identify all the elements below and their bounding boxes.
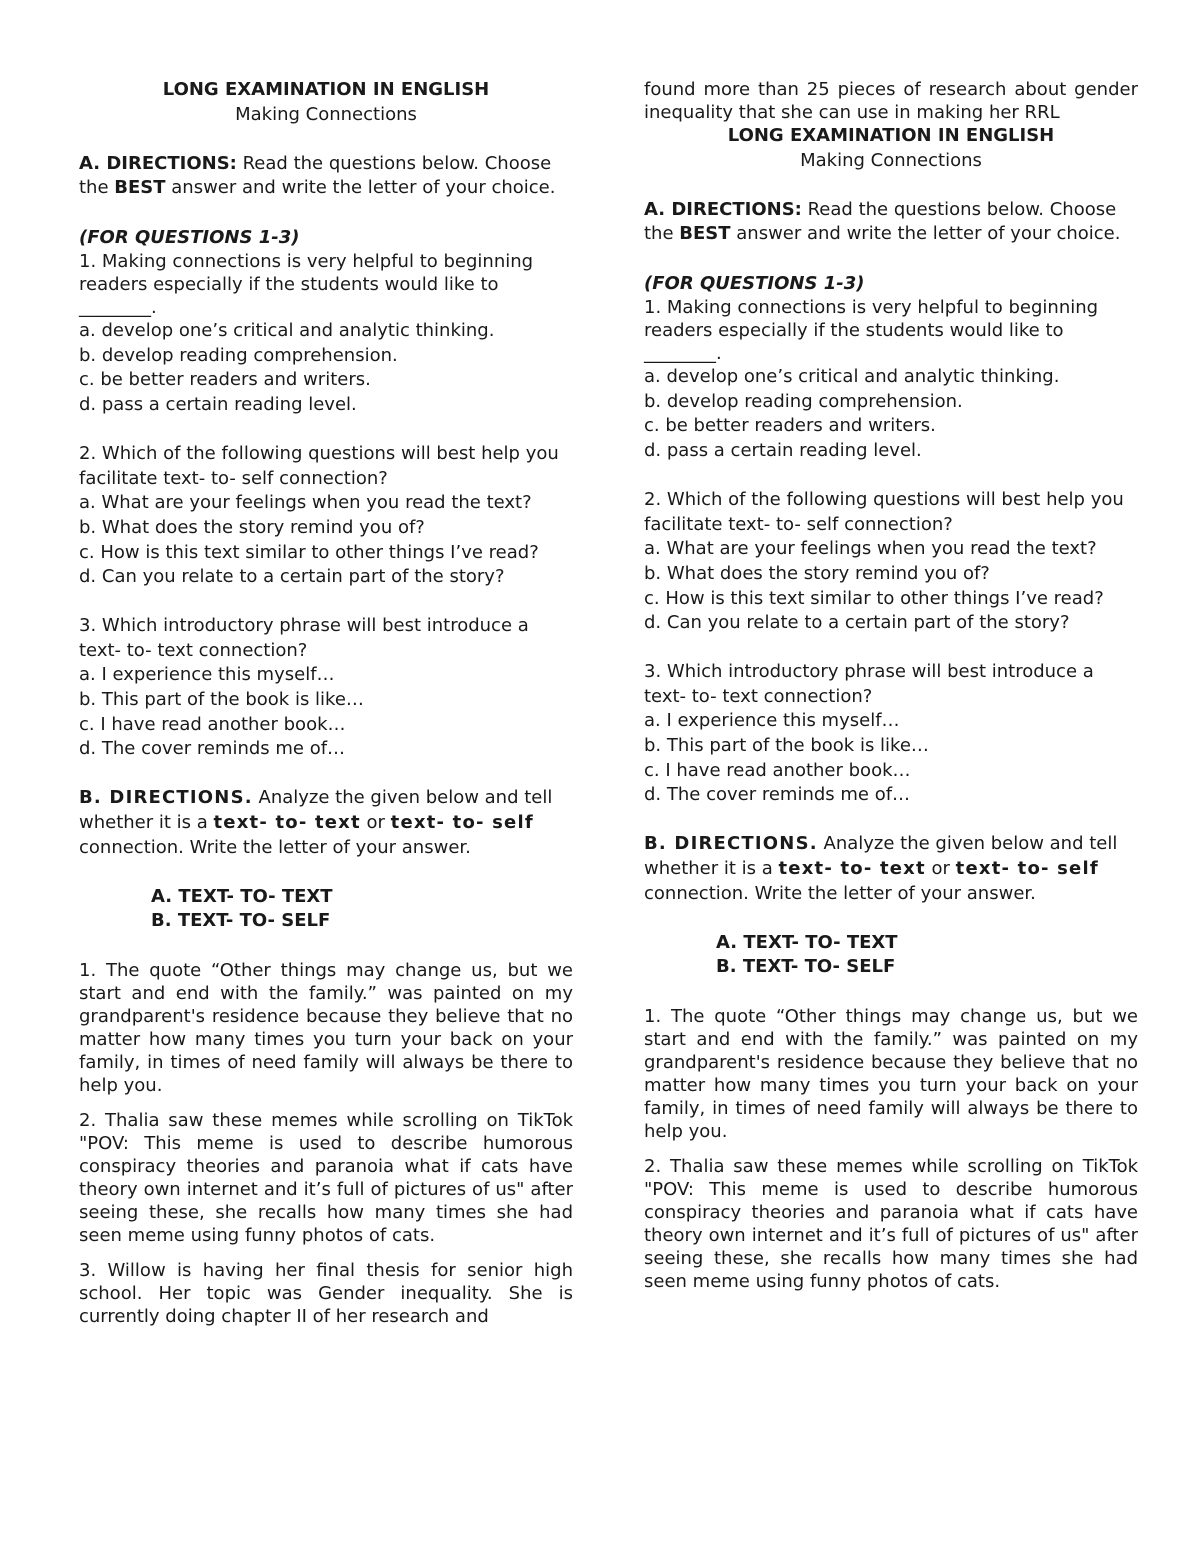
question-3-option-b-repeat: b. This part of the book is like… — [644, 735, 929, 757]
question-3-option-b: b. This part of the book is like… — [79, 689, 364, 711]
question-1-option-b-repeat: b. develop reading comprehension. — [644, 390, 963, 412]
choice-text-to-self: B. TEXT- TO- SELF — [151, 910, 331, 932]
question-1-option-c: c. be better readers and writers. — [79, 369, 371, 391]
question-1-option-a: a. develop one’s critical and analytic thinking. — [79, 320, 495, 342]
part-b-item-2: 2. Thalia saw these memes while scrolling on TikTok "POV: This meme is used to describe humorous conspiracy theories and paranoia what if cats have theory own internet and it’s full of pictures of us" after seeing these, she recalls how many times she had seen meme using funny photos of cats. — [79, 1109, 573, 1246]
part-a-directions: A. DIRECTIONS: Read the questions below. Choose the BEST answer and write the letter of your choice. — [79, 152, 556, 199]
choice-text-to-self-repeat: B. TEXT- TO- SELF — [716, 956, 896, 978]
question-1-option-d-repeat: d. pass a certain reading level. — [644, 439, 922, 461]
part-b-choices — [79, 885, 573, 934]
left-column — [79, 78, 573, 1328]
question-1-option-a-repeat: a. develop one’s critical and analytic thinking. — [644, 366, 1060, 388]
exam-title: LONG EXAMINATION IN ENGLISH — [162, 79, 490, 100]
exam-subtitle: Making Connections — [235, 103, 417, 125]
choice-text-to-text: A. TEXT- TO- TEXT — [151, 885, 333, 907]
question-3-option-c-repeat: c. I have read another book… — [644, 759, 911, 781]
question-2-option-b: b. What does the story remind you of? — [79, 516, 425, 538]
question-group-label: (FOR QUESTIONS 1-3) — [79, 226, 300, 248]
part-b-item-3-start: 3. Willow is having her final thesis for senior high school. Her topic was Gender inequality. She is currently doing chapter II of her research and — [79, 1259, 573, 1327]
exam-title-repeat: LONG EXAMINATION IN ENGLISH — [727, 125, 1055, 146]
question-3-option-d: d. The cover reminds me of… — [79, 738, 346, 760]
part-b-item-1-repeat: 1. The quote “Other things may change us, but we start and end with the family.” was painted on my grandparent's residence because they believe that no matter how many times you turn your back on your family, in times of need family will always be there to help you. — [644, 1005, 1138, 1142]
question-3-stem-repeat: 3. Which introductory phrase will best introduce a text- to- text connection? — [644, 661, 1094, 707]
question-1-stem-repeat: 1. Making connections is very helpful to beginning readers especially if the students would like to ________. — [644, 297, 1099, 365]
question-2-option-d-repeat: d. Can you relate to a certain part of the story? — [644, 612, 1070, 634]
right-column — [644, 78, 1138, 1293]
choice-text-to-text-repeat: A. TEXT- TO- TEXT — [716, 931, 898, 953]
part-a-label: A. DIRECTIONS: — [79, 152, 237, 174]
part-a-directions-repeat: A. DIRECTIONS: Read the questions below. Choose the BEST answer and write the letter of your choice. — [644, 198, 1121, 245]
question-1-option-d: d. pass a certain reading level. — [79, 393, 357, 415]
part-b-directions-repeat: B. DIRECTIONS. Analyze the given below and tell whether it is a text- to- text or text- to- self connection. Write the letter of your answer. — [644, 833, 1118, 904]
part-b-item-2-repeat: 2. Thalia saw these memes while scrolling on TikTok "POV: This meme is used to describe humorous conspiracy theories and paranoia what if cats have theory own internet and it’s full of pictures of us" after seeing these, she recalls how many times she had seen meme using funny photos of cats. — [644, 1155, 1138, 1292]
question-2-stem: 2. Which of the following questions will best help you facilitate text- to- self connection? — [79, 443, 559, 489]
question-2-option-b-repeat: b. What does the story remind you of? — [644, 562, 990, 584]
question-1-option-c-repeat: c. be better readers and writers. — [644, 415, 936, 437]
question-2-option-d: d. Can you relate to a certain part of the story? — [79, 566, 505, 588]
question-3-option-a: a. I experience this myself… — [79, 664, 335, 686]
question-1-stem: 1. Making connections is very helpful to beginning readers especially if the students would like to ________. — [79, 251, 534, 319]
question-2-option-c-repeat: c. How is this text similar to other things I’ve read? — [644, 587, 1104, 609]
part-b-item-1: 1. The quote “Other things may change us, but we start and end with the family.” was painted on my grandparent's residence because they believe that no matter how many times you turn your back on your family, in times of need family will always be there to help you. — [79, 959, 573, 1096]
question-2-option-c: c. How is this text similar to other things I’ve read? — [79, 541, 539, 563]
part-b-label: B. DIRECTIONS. — [79, 787, 253, 809]
question-2-option-a: a. What are your feelings when you read the text? — [79, 492, 532, 514]
question-3-option-c: c. I have read another book… — [79, 713, 346, 735]
question-1-option-b: b. develop reading comprehension. — [79, 344, 398, 366]
part-b-directions: B. DIRECTIONS. Analyze the given below and tell whether it is a text- to- text or text- to- self connection. Write the letter of your answer. — [79, 787, 553, 858]
question-3-stem: 3. Which introductory phrase will best introduce a text- to- text connection? — [79, 615, 529, 661]
question-3-option-d-repeat: d. The cover reminds me of… — [644, 784, 911, 806]
exam-subtitle-repeat: Making Connections — [800, 149, 982, 171]
part-b-choices-repeat — [644, 931, 1138, 980]
question-3-option-a-repeat: a. I experience this myself… — [644, 710, 900, 732]
question-2-option-a-repeat: a. What are your feelings when you read the text? — [644, 538, 1097, 560]
part-b-item-3-end: found more than 25 pieces of research about gender inequality that she can use in making her RRL — [644, 79, 1138, 123]
question-group-label-repeat: (FOR QUESTIONS 1-3) — [644, 272, 865, 294]
question-2-stem-repeat: 2. Which of the following questions will best help you facilitate text- to- self connection? — [644, 489, 1124, 535]
